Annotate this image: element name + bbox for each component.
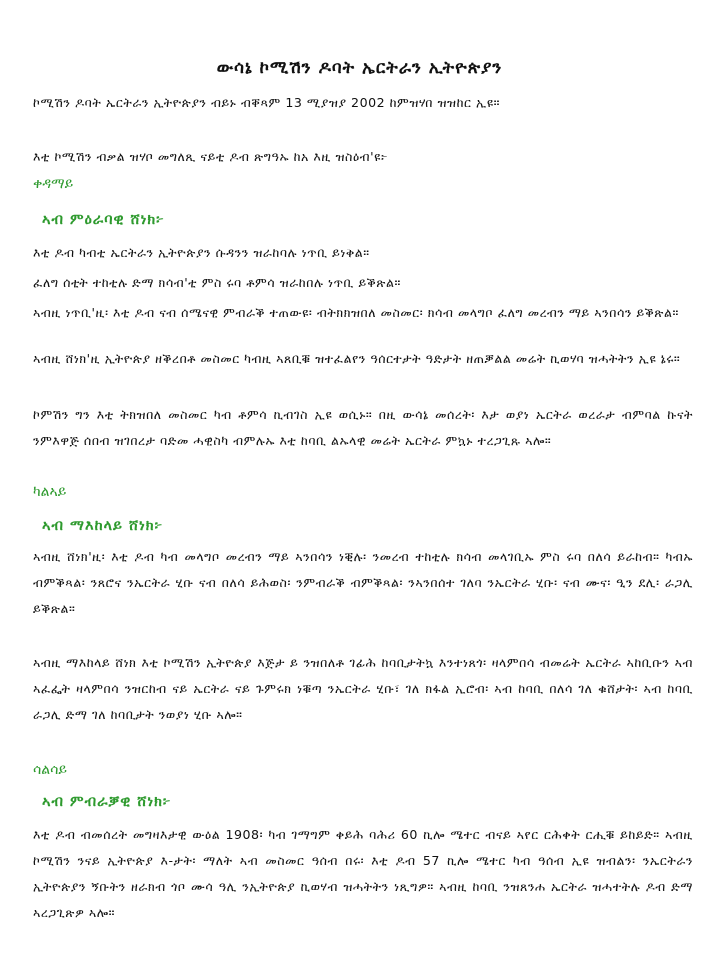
section-1-label: ቀዳማይ — [33, 176, 74, 192]
section-3-paragraph-1: እቲ ዶብ ብመሰረት መግዛእታዊ ውዕል 1908፡ ካብ ገማግም ቀይሕ ባሕሪ 60 ኪሎ ሜተር ብናይ ኣየር ርሕቀት ርሒቑ ይከይድ። ኣብዚ ኮሚሽን ንናይ ኢትዮጵያ እ-ታት፡ ማለት ኣብ መስመር ዓሰብ በሩ፡ እቲ ዶብ 57 ኪሎ ሜተር ካብ ዓሰብ ኢዩ ዝብልን፡ ንኤርትራን ኢትዮጵያን ኝቡትን ዘራክብ ጎቦ ሙሳ ዓሊ ንኢትዮጵያ ኪወሃብ ዝሓትትን ነጺግዎ። ኣብዚ ከባቢ ንዝጸንሐ ኤርትራ ዝሓተትሉ ዶብ ድማ ኣረጋጊጽዎ ኣሎ። — [33, 827, 693, 920]
intro-paragraph-2: እቲ ኮሚሽን ብቃል ዝሃቦ መግለጺ ናይቲ ዶብ ጽግዓኡ ከአ እዚ ዝስዕብ'ዩ፦ — [33, 149, 389, 164]
section-3-subtitle: ኣብ ምብራቓዊ ሸነክ፦ — [42, 794, 172, 810]
intro-paragraph-1: ኮሚሽን ዶባት ኤርትራን ኢትዮጵያን ብይኑ ብቐጻም 13 ሚያዝያ 2002 ከምዝሃበ ዝዝከር ኢዩ። — [33, 95, 501, 110]
section-1-paragraph-4: ኣብዚ ሸነክ'ዚ ኢትዮጵያ ዘቕረበቶ መስመር ካብዚ ኣጸቢቑ ዝተፈልየን ዓሰርተታት ዓድታት ዘጠቓልል መሬት ኪወሃባ ዝሓትትን ኢዩ ኔሩ። — [33, 351, 681, 366]
section-2-paragraph-1: ኣብዚ ሸነክ'ዚ፡ እቲ ዶብ ካብ መላግቦ መረብን ማይ ኣንበሳን ነቒሉ፡ ንመረብ ተከቲሉ ክሳብ መላገቢኡ ምስ ሩባ በለሳ ይራከብ። ካብኡ ብምቕጻል፡ ንጸሮና ንኤርትራ ሂቡ ናብ በለሳ ይሕወስ፡ ንምብራቕ ብምቕጻል፡ ንኣንበሰተ ገለባ ንኤርትራ ሂቡ፡ ናብ ሙና፡ ዒን ደሊ፡ ራጋሊ ይቕጽል። — [33, 549, 693, 616]
page-title: ውሳኔ ኮሚሽን ዶባት ኤርትራን ኢትዮጵያን — [216, 58, 503, 78]
section-1-paragraph-3: ኣብዚ ነጥቢ'ዚ፡ እቲ ዶብ ናብ ሰሜናዊ ምብራቕ ተጠውዩ፡ ብትክክዝበለ መስመር፡ ክሳብ መላግቦ ፈለግ መረብን ማይ ኣንበሳን ይቕጽል። — [33, 305, 679, 320]
section-1-paragraph-2: ፈለግ ሰቲት ተከቲሉ ድማ ክሳብ'ቲ ምስ ሩባ ቶምሳ ዝራከበሉ ነጥቢ ይቕጽል። — [33, 275, 401, 290]
section-1-paragraph-5: ኮምሽን ግን እቲ ትክዝበለ መስመር ካብ ቶምሳ ኪብገስ ኢዩ ወሲኑ። በዚ ውሳኔ መሰረት፡ እታ ወያነ ኤርትራ ወረራታ ብምባል ኩናት ንምእዋጅ ሰበብ ዝገበረታ ባድመ ሓዊስካ ብምሉኡ እቲ ከባቢ ልኡላዊ መሬት ኤርትራ ምኳኑ ተረጋጊጹ ኣሎ። — [33, 407, 693, 448]
section-3-label: ሳልሳይ — [33, 762, 67, 778]
section-2-paragraph-2: ኣብዚ ማእከላይ ሸነክ እቲ ኮሚሽን ኢትዮጵያ እጅታ ይ ንዝበለቶ ገፊሕ ከባቢታትኳ እንተነጸጎ፡ ዛላምበሳ ብመሬት ኤርትራ ኣከቢቡን ኣብ ኣፈፌት ዛላምበሳ ንዝርከብ ናይ ኤርትራ ናይ ጉምሩክ ነቑጣ ንኤርትራ ሂቡ፣ ገለ ክፋል ኢሮብ፡ ኣብ ከባቢ በለሳ ገለ ቁሸታት፡ ኣብ ከባቢ ራጋሊ ድማ ገለ ከባቢታት ንወያነ ሂቡ ኣሎ። — [33, 655, 693, 722]
section-2-subtitle: ኣብ ማእከላይ ሸነክ፦ — [42, 518, 164, 534]
section-1-subtitle: ኣብ ምዕራባዊ ሸነክ፦ — [42, 212, 165, 228]
section-2-label: ካልኣይ — [33, 484, 67, 500]
section-1-paragraph-1: እቲ ዶብ ካብቲ ኤርትራን ኢትዮጵያን ሱዳንን ዝራከባሉ ነጥቢ ይነቅል። — [33, 245, 370, 260]
